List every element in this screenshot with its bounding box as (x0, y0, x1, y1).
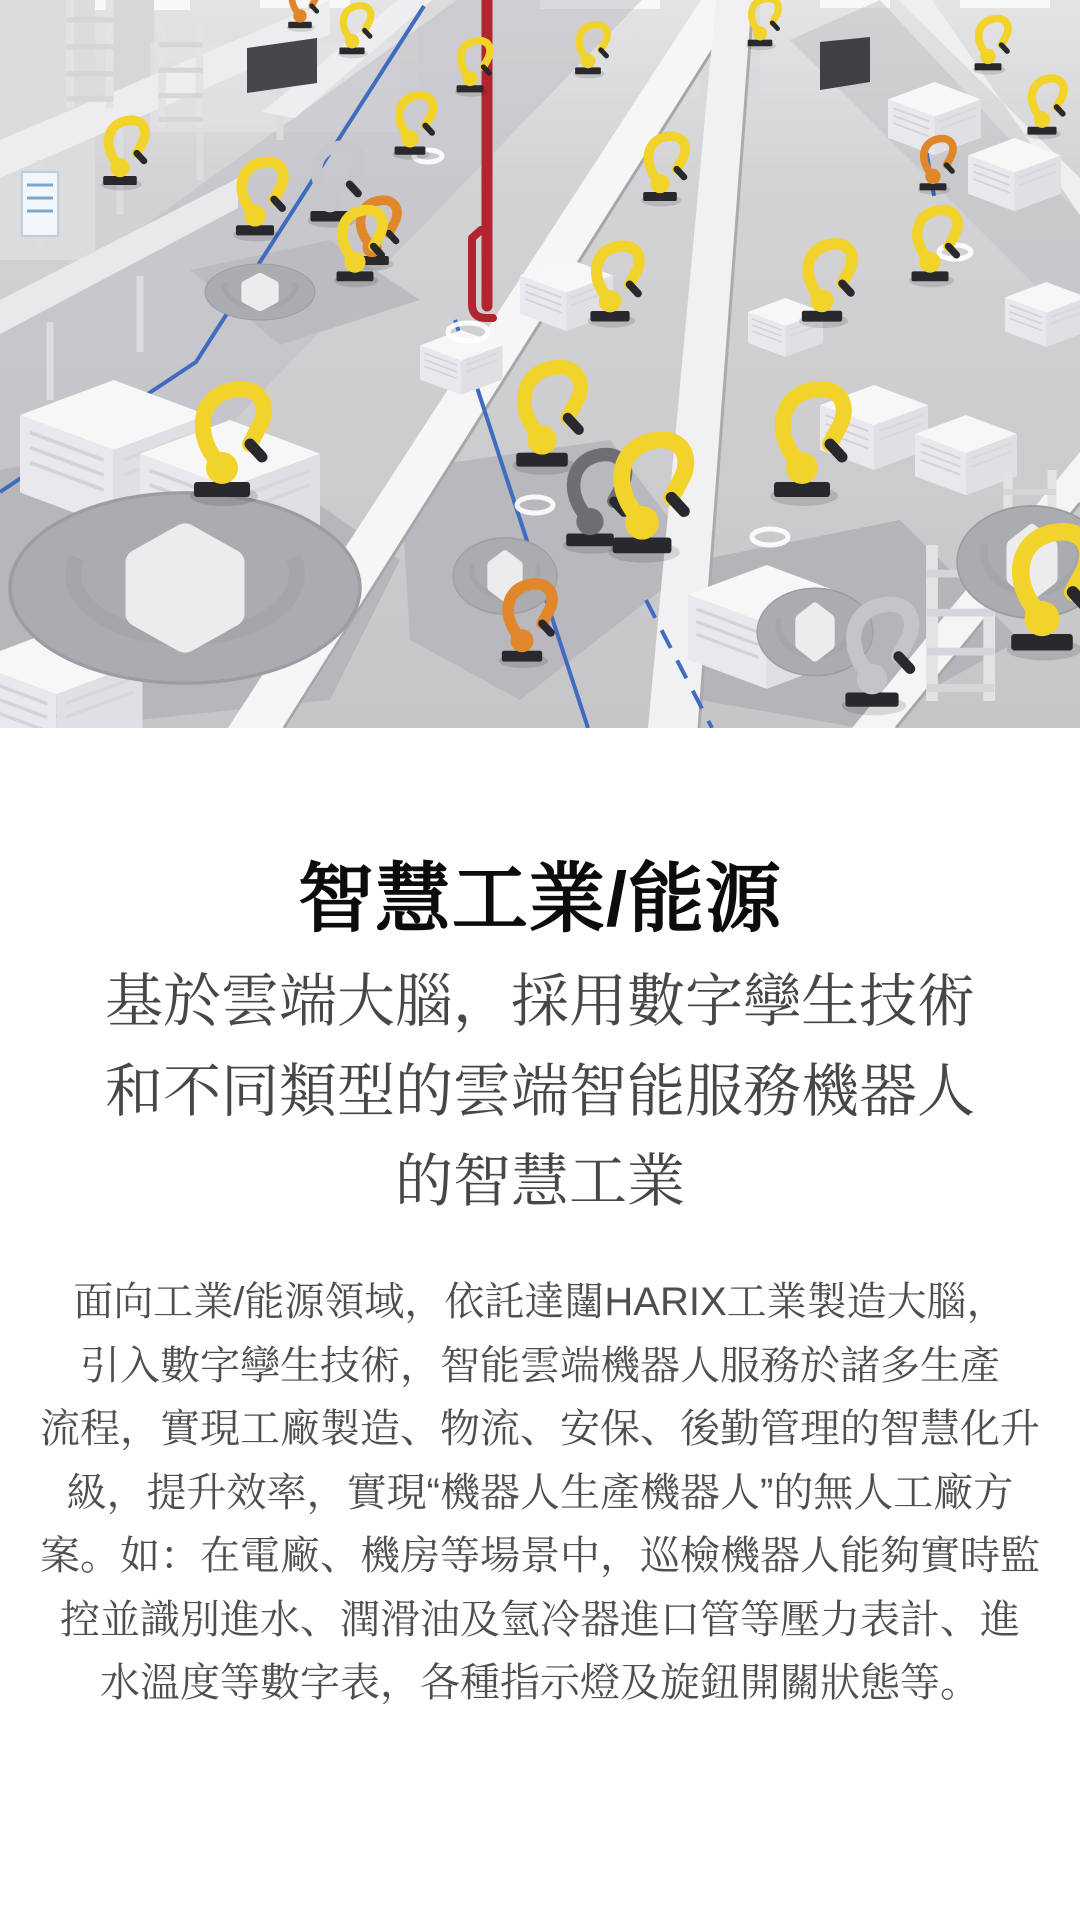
body-line: 水溫度等數字表，各種指示燈及旋鈕開關狀態等。 (100, 1661, 980, 1705)
body-line: 引入數字孿生技術，智能雲端機器人服務於諸多生產 (80, 1343, 1000, 1388)
body-line: 控並識別進水、潤滑油及氫冷器進口管等壓力表計、進 (60, 1597, 1020, 1642)
subtitle-line: 和不同類型的雲端智能服務機器人 (104, 1059, 975, 1124)
info-sign (22, 172, 58, 236)
factory-scene-illustration (0, 0, 1080, 728)
hero-factory-image (0, 0, 1080, 728)
body-line: 面向工業/能源領域，依託達闥HARIX工業製造大腦， (73, 1280, 1007, 1324)
body-line: 級，提升效率，實現“機器人生產機器人”的無人工廠方 (66, 1470, 1014, 1515)
page-title: 智慧工業/能源 (297, 857, 783, 942)
section-subtitle (0, 957, 1080, 1227)
subtitle-line: 基於雲端大腦，採用數字孿生技術 (104, 969, 975, 1034)
section-body-paragraph (0, 1271, 1080, 1716)
body-line: 流程，實現工廠製造、物流、安保、後勤管理的智慧化升 (40, 1407, 1040, 1451)
body-line: 案。如：在電廠、機房等場景中，巡檢機器人能夠實時監 (40, 1534, 1040, 1578)
subtitle-line: 的智慧工業 (394, 1149, 685, 1214)
